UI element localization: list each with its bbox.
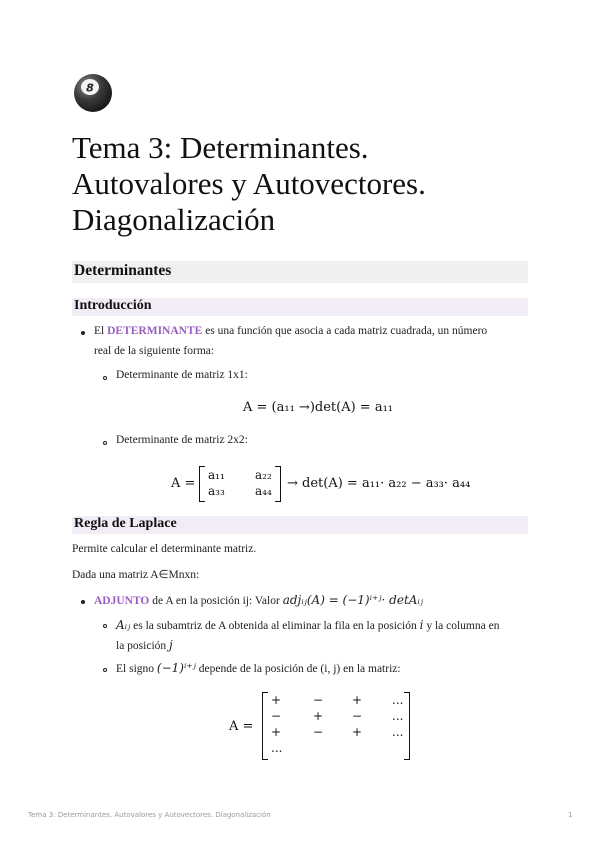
billiard-8-ball-icon <box>73 73 113 113</box>
equation-1x1: A = (a₁₁ →)det(A) = a₁₁ <box>243 400 393 415</box>
subsection-heading-laplace: Regla de Laplace <box>72 516 528 534</box>
sign-line: El signo (−1)ⁱ⁺ʲ depende de la posición de (i, j) en la matriz: <box>116 661 401 675</box>
laplace-para1: Permite calcular el determinante matriz. <box>72 543 257 555</box>
footer-title: Tema 3: Determinantes. Autovalores y Autovectores. Diagonalización <box>28 811 271 819</box>
submatrix-line2: la posición j <box>116 638 173 652</box>
sub-bullet-circle <box>103 668 107 672</box>
submatrix-line1: Aᵢⱼ es la subamtriz de A obtenida al eliminar la fila en la posición i y la columna en <box>116 618 500 632</box>
equation-2x2-rhs: → det(A) = a₁₁· a₂₂ − a₃₃· a₄₄ <box>287 476 471 491</box>
section-heading-determinantes: Determinantes <box>72 261 528 283</box>
laplace-para2: Dada una matriz A∈Mnxn: <box>72 569 200 581</box>
page-title: Tema 3: Determinantes. Autovalores y Autovectores. Diagonalización <box>72 130 426 237</box>
bullet-dot <box>81 331 85 335</box>
sub-bullet-circle <box>103 376 107 380</box>
bullet-dot <box>81 600 85 604</box>
svg-text:8: 8 <box>86 81 94 95</box>
sign-matrix: + − + ... − + − ... + − + ... ... <box>262 692 414 760</box>
subsection-heading-introduccion: Introducción <box>72 298 528 316</box>
intro-bullet-line1: El DETERMINANTE es una función que asocia a cada matriz cuadrada, un número <box>94 325 488 337</box>
page-number: 1 <box>568 811 573 819</box>
intro-bullet-line2: real de la siguiente forma: <box>94 345 215 357</box>
keyword-determinante: DETERMINANTE <box>107 325 203 337</box>
det-2x2-label: Determinante de matriz 2x2: <box>116 434 248 446</box>
matrix-2x2: a₁₁ a₂₂ a₃₃ a₄₄ <box>199 466 285 502</box>
adjunto-formula: adjᵢⱼ(A) = (−1)ⁱ⁺ʲ· detAᵢⱼ <box>282 593 424 607</box>
adjunto-bullet: ADJUNTO de A en la posición ij: Valor adjᵢⱼ(A) = (−1)ⁱ⁺ʲ· detAᵢⱼ <box>94 593 424 607</box>
equation-2x2-lhs: A = <box>171 476 196 491</box>
sign-formula: (−1)ⁱ⁺ʲ <box>156 661 196 675</box>
sign-matrix-lhs: A = <box>229 719 254 734</box>
sub-bullet-circle <box>103 441 107 445</box>
det-1x1-label: Determinante de matriz 1x1: <box>116 369 248 381</box>
keyword-adjunto: ADJUNTO <box>94 595 150 607</box>
sub-bullet-circle <box>103 624 107 628</box>
